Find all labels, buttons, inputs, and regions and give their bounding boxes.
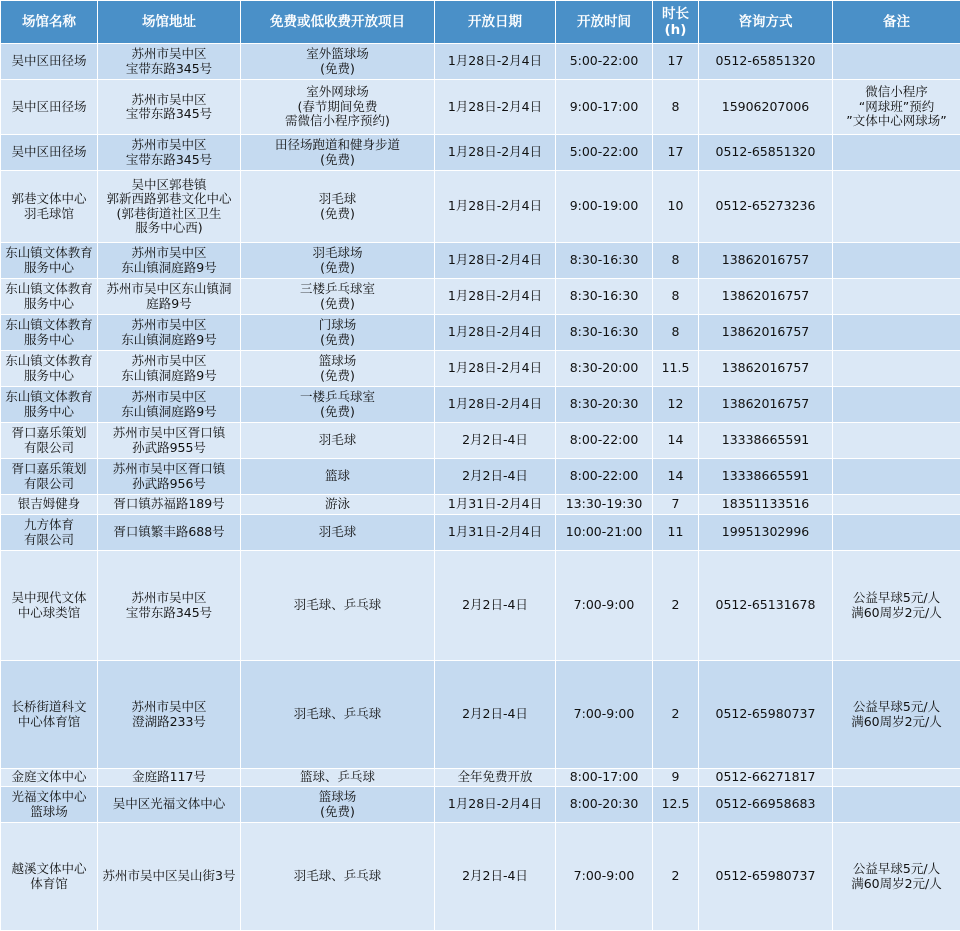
cell-free-items: 羽毛球 xyxy=(241,423,435,459)
cell-venue-name: 吴中现代文体 中心球类馆 xyxy=(1,551,98,661)
cell-venue-name: 吴中区田径场 xyxy=(1,135,98,171)
cell-free-items: 游泳 xyxy=(241,495,435,515)
cell-remarks xyxy=(833,787,960,823)
cell-contact: 13338665591 xyxy=(699,459,833,495)
cell-contact: 0512-66958683 xyxy=(699,787,833,823)
cell-venue-address: 苏州市吴中区 宝带东路345号 xyxy=(98,80,241,135)
table-row xyxy=(1,423,960,459)
cell-venue-address: 苏州市吴中区吴山街3号 xyxy=(98,823,241,931)
cell-contact: 13338665591 xyxy=(699,423,833,459)
cell-free-items: 室外篮球场 (免费) xyxy=(241,44,435,80)
cell-contact: 13862016757 xyxy=(699,243,833,279)
cell-free-items: 篮球 xyxy=(241,459,435,495)
cell-venue-name: 吴中区田径场 xyxy=(1,44,98,80)
cell-duration: 12.5 xyxy=(653,787,699,823)
cell-venue-address: 胥口镇繁丰路688号 xyxy=(98,515,241,551)
cell-open-time: 10:00-21:00 xyxy=(556,515,653,551)
cell-venue-name: 金庭文体中心 xyxy=(1,769,98,787)
cell-remarks xyxy=(833,315,960,351)
cell-duration: 7 xyxy=(653,495,699,515)
cell-duration: 8 xyxy=(653,279,699,315)
cell-contact: 0512-65980737 xyxy=(699,823,833,931)
cell-contact: 0512-65131678 xyxy=(699,551,833,661)
cell-venue-address: 苏州市吴中区 东山镇洞庭路9号 xyxy=(98,387,241,423)
cell-contact: 0512-65851320 xyxy=(699,135,833,171)
cell-venue-address: 苏州市吴中区 宝带东路345号 xyxy=(98,44,241,80)
table-row xyxy=(1,459,960,495)
cell-free-items: 羽毛球 xyxy=(241,515,435,551)
cell-remarks xyxy=(833,495,960,515)
cell-open-date: 1月31日-2月4日 xyxy=(435,515,556,551)
table-row xyxy=(1,351,960,387)
cell-open-date: 1月28日-2月4日 xyxy=(435,80,556,135)
cell-remarks xyxy=(833,423,960,459)
cell-open-time: 5:00-22:00 xyxy=(556,44,653,80)
table-row xyxy=(1,315,960,351)
cell-duration: 2 xyxy=(653,551,699,661)
cell-venue-name: 东山镇文体教育 服务中心 xyxy=(1,351,98,387)
cell-open-time: 7:00-9:00 xyxy=(556,661,653,769)
cell-open-date: 2月2日-4日 xyxy=(435,551,556,661)
cell-open-date: 1月28日-2月4日 xyxy=(435,44,556,80)
cell-open-date: 2月2日-4日 xyxy=(435,459,556,495)
cell-free-items: 羽毛球 (免费) xyxy=(241,171,435,243)
table-row xyxy=(1,661,960,769)
cell-free-items: 羽毛球、乒乓球 xyxy=(241,551,435,661)
table-row xyxy=(1,551,960,661)
table-row xyxy=(1,171,960,243)
cell-open-date: 1月28日-2月4日 xyxy=(435,315,556,351)
cell-contact: 0512-66271817 xyxy=(699,769,833,787)
cell-open-date: 1月31日-2月4日 xyxy=(435,495,556,515)
cell-duration: 14 xyxy=(653,423,699,459)
cell-duration: 8 xyxy=(653,243,699,279)
cell-contact: 13862016757 xyxy=(699,387,833,423)
cell-contact: 0512-65273236 xyxy=(699,171,833,243)
cell-remarks: 微信小程序 “网球班”预约 ”文体中心网球场” xyxy=(833,80,960,135)
table-row xyxy=(1,787,960,823)
cell-remarks xyxy=(833,351,960,387)
cell-free-items: 三楼乒乓球室 (免费) xyxy=(241,279,435,315)
cell-venue-address: 苏州市吴中区 东山镇洞庭路9号 xyxy=(98,243,241,279)
cell-venue-address: 苏州市吴中区 宝带东路345号 xyxy=(98,551,241,661)
cell-remarks xyxy=(833,515,960,551)
header-contact: 咨询方式 xyxy=(699,1,833,44)
cell-venue-name: 东山镇文体教育 服务中心 xyxy=(1,279,98,315)
cell-venue-name: 银吉姆健身 xyxy=(1,495,98,515)
cell-duration: 2 xyxy=(653,661,699,769)
cell-open-time: 8:00-22:00 xyxy=(556,423,653,459)
cell-open-date: 2月2日-4日 xyxy=(435,661,556,769)
cell-open-time: 5:00-22:00 xyxy=(556,135,653,171)
header-duration: 时长 (h) xyxy=(653,1,699,44)
cell-open-time: 9:00-19:00 xyxy=(556,171,653,243)
cell-venue-address: 胥口镇苏福路189号 xyxy=(98,495,241,515)
cell-venue-address: 苏州市吴中区东山镇洞 庭路9号 xyxy=(98,279,241,315)
cell-venue-address: 苏州市吴中区 东山镇洞庭路9号 xyxy=(98,351,241,387)
cell-remarks: 公益早球5元/人 满60周岁2元/人 xyxy=(833,823,960,931)
cell-open-date: 2月2日-4日 xyxy=(435,823,556,931)
cell-open-time: 8:30-16:30 xyxy=(556,315,653,351)
cell-venue-name: 东山镇文体教育 服务中心 xyxy=(1,315,98,351)
cell-venue-address: 苏州市吴中区 宝带东路345号 xyxy=(98,135,241,171)
cell-venue-address: 吴中区郭巷镇 郭新西路郭巷文化中心 (郭巷街道社区卫生 服务中心西) xyxy=(98,171,241,243)
cell-open-date: 1月28日-2月4日 xyxy=(435,243,556,279)
header-open-time: 开放时间 xyxy=(556,1,653,44)
cell-duration: 17 xyxy=(653,44,699,80)
cell-venue-name: 郭巷文体中心 羽毛球馆 xyxy=(1,171,98,243)
cell-duration: 10 xyxy=(653,171,699,243)
cell-free-items: 一楼乒乓球室 (免费) xyxy=(241,387,435,423)
cell-duration: 2 xyxy=(653,823,699,931)
cell-venue-name: 吴中区田径场 xyxy=(1,80,98,135)
cell-free-items: 篮球场 (免费) xyxy=(241,787,435,823)
cell-venue-name: 光福文体中心 篮球场 xyxy=(1,787,98,823)
table-row xyxy=(1,387,960,423)
cell-venue-address: 苏州市吴中区胥口镇 孙武路956号 xyxy=(98,459,241,495)
cell-venue-address: 金庭路117号 xyxy=(98,769,241,787)
cell-duration: 9 xyxy=(653,769,699,787)
cell-open-time: 7:00-9:00 xyxy=(556,551,653,661)
cell-venue-name: 长桥街道科文 中心体育馆 xyxy=(1,661,98,769)
cell-remarks: 公益早球5元/人 满60周岁2元/人 xyxy=(833,551,960,661)
table-row xyxy=(1,769,960,787)
cell-contact: 0512-65980737 xyxy=(699,661,833,769)
table-row xyxy=(1,823,960,931)
header-row xyxy=(1,1,960,44)
cell-duration: 17 xyxy=(653,135,699,171)
cell-remarks xyxy=(833,44,960,80)
cell-open-time: 8:30-16:30 xyxy=(556,279,653,315)
cell-free-items: 田径场跑道和健身步道 (免费) xyxy=(241,135,435,171)
cell-open-time: 8:30-16:30 xyxy=(556,243,653,279)
cell-open-time: 13:30-19:30 xyxy=(556,495,653,515)
table-row xyxy=(1,80,960,135)
cell-venue-address: 苏州市吴中区 东山镇洞庭路9号 xyxy=(98,315,241,351)
cell-remarks xyxy=(833,459,960,495)
cell-open-time: 9:00-17:00 xyxy=(556,80,653,135)
header-remarks: 备注 xyxy=(833,1,960,44)
cell-open-time: 8:30-20:00 xyxy=(556,351,653,387)
cell-remarks xyxy=(833,387,960,423)
cell-duration: 8 xyxy=(653,315,699,351)
cell-free-items: 羽毛球、乒乓球 xyxy=(241,661,435,769)
cell-duration: 11.5 xyxy=(653,351,699,387)
cell-open-time: 8:00-22:00 xyxy=(556,459,653,495)
cell-venue-address: 吴中区光福文体中心 xyxy=(98,787,241,823)
table-row xyxy=(1,279,960,315)
cell-open-time: 8:30-20:30 xyxy=(556,387,653,423)
cell-open-date: 1月28日-2月4日 xyxy=(435,351,556,387)
cell-open-time: 8:00-17:00 xyxy=(556,769,653,787)
cell-free-items: 篮球场 (免费) xyxy=(241,351,435,387)
cell-venue-name: 胥口嘉乐策划 有限公司 xyxy=(1,423,98,459)
cell-venue-name: 东山镇文体教育 服务中心 xyxy=(1,387,98,423)
cell-venue-address: 苏州市吴中区胥口镇 孙武路955号 xyxy=(98,423,241,459)
header-venue-name: 场馆名称 xyxy=(1,1,98,44)
cell-open-date: 2月2日-4日 xyxy=(435,423,556,459)
cell-open-time: 8:00-20:30 xyxy=(556,787,653,823)
table-row xyxy=(1,243,960,279)
cell-venue-name: 胥口嘉乐策划 有限公司 xyxy=(1,459,98,495)
cell-free-items: 室外网球场 (春节期间免费 需微信小程序预约) xyxy=(241,80,435,135)
cell-remarks xyxy=(833,769,960,787)
cell-duration: 11 xyxy=(653,515,699,551)
table-row xyxy=(1,515,960,551)
cell-duration: 12 xyxy=(653,387,699,423)
header-open-date: 开放日期 xyxy=(435,1,556,44)
cell-contact: 0512-65851320 xyxy=(699,44,833,80)
cell-venue-name: 越溪文体中心 体育馆 xyxy=(1,823,98,931)
header-venue-address: 场馆地址 xyxy=(98,1,241,44)
cell-contact: 13862016757 xyxy=(699,315,833,351)
cell-contact: 13862016757 xyxy=(699,279,833,315)
header-free-items: 免费或低收费开放项目 xyxy=(241,1,435,44)
cell-venue-name: 东山镇文体教育 服务中心 xyxy=(1,243,98,279)
cell-free-items: 羽毛球、乒乓球 xyxy=(241,823,435,931)
cell-duration: 14 xyxy=(653,459,699,495)
cell-free-items: 门球场 (免费) xyxy=(241,315,435,351)
cell-free-items: 篮球、乒乓球 xyxy=(241,769,435,787)
table-body xyxy=(1,44,960,931)
cell-open-date: 全年免费开放 xyxy=(435,769,556,787)
table-row xyxy=(1,135,960,171)
cell-remarks xyxy=(833,171,960,243)
cell-remarks xyxy=(833,279,960,315)
cell-open-date: 1月28日-2月4日 xyxy=(435,279,556,315)
cell-contact: 19951302996 xyxy=(699,515,833,551)
cell-contact: 15906207006 xyxy=(699,80,833,135)
cell-free-items: 羽毛球场 (免费) xyxy=(241,243,435,279)
cell-remarks: 公益早球5元/人 满60周岁2元/人 xyxy=(833,661,960,769)
cell-venue-address: 苏州市吴中区 澄湖路233号 xyxy=(98,661,241,769)
cell-remarks xyxy=(833,243,960,279)
cell-contact: 13862016757 xyxy=(699,351,833,387)
table-row xyxy=(1,44,960,80)
cell-duration: 8 xyxy=(653,80,699,135)
cell-open-date: 1月28日-2月4日 xyxy=(435,135,556,171)
cell-open-date: 1月28日-2月4日 xyxy=(435,387,556,423)
table-row xyxy=(1,495,960,515)
cell-contact: 18351133516 xyxy=(699,495,833,515)
cell-open-date: 1月28日-2月4日 xyxy=(435,171,556,243)
cell-open-time: 7:00-9:00 xyxy=(556,823,653,931)
cell-remarks xyxy=(833,135,960,171)
cell-venue-name: 九方体育 有限公司 xyxy=(1,515,98,551)
cell-open-date: 1月28日-2月4日 xyxy=(435,787,556,823)
